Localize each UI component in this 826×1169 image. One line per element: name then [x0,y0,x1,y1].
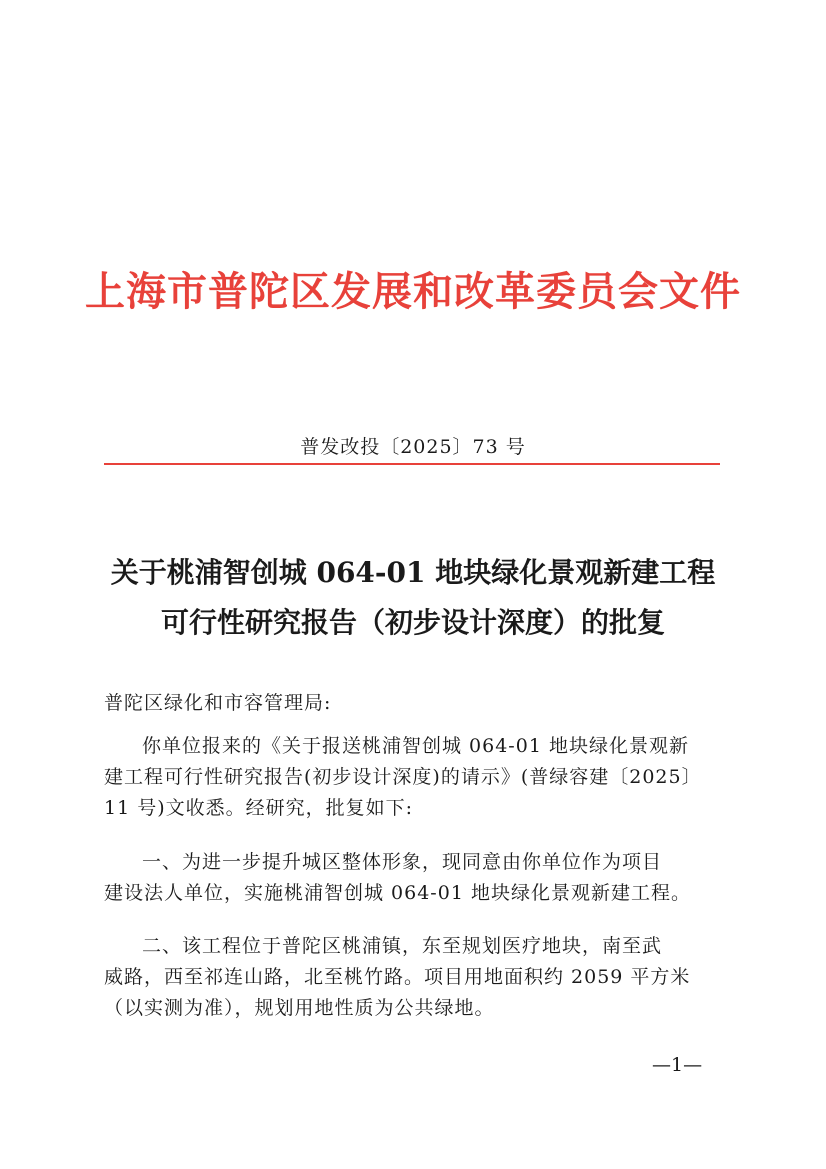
paragraph-line: 11 号)文收悉。经研究，批复如下: [104,797,414,819]
document-title [0,548,826,648]
paragraph-2 [104,847,724,909]
paragraph-3 [104,931,724,1024]
issuing-authority-header: 上海市普陀区发展和改革委员会文件 [85,268,741,315]
page-number: —1— [652,1054,703,1076]
document-title-line-2: 可行性研究报告（初步设计深度）的批复 [160,606,665,639]
paragraph-line: （以实测为准），规划用地性质为公共绿地。 [104,997,495,1019]
paragraph-line: 威路，西至祁连山路，北至桃竹路。项目用地面积约 2059 平方米 [104,966,691,988]
recipient: 普陀区绿化和市容管理局: [104,692,332,714]
paragraph-line: 二、该工程位于普陀区桃浦镇，东至规划医疗地块，南至武 [142,935,663,957]
paragraph-1 [104,731,724,824]
paragraph-line: 你单位报来的《关于报送桃浦智创城 064-01 地块绿化景观新 [142,735,689,757]
paragraph-line: 建设法人单位，实施桃浦智创城 064-01 地块绿化景观新建工程。 [104,882,691,904]
document-title-line-1: 关于桃浦智创城 064-01 地块绿化景观新建工程 [110,556,716,589]
paragraph-line: 建工程可行性研究报告(初步设计深度)的请示》(普绿容建〔2025〕 [104,766,702,788]
document-number: 普发改投〔2025〕73 号 [300,436,526,458]
paragraph-line: 一、为进一步提升城区整体形象，现同意由你单位作为项目 [142,851,663,873]
red-divider-line [104,463,720,465]
